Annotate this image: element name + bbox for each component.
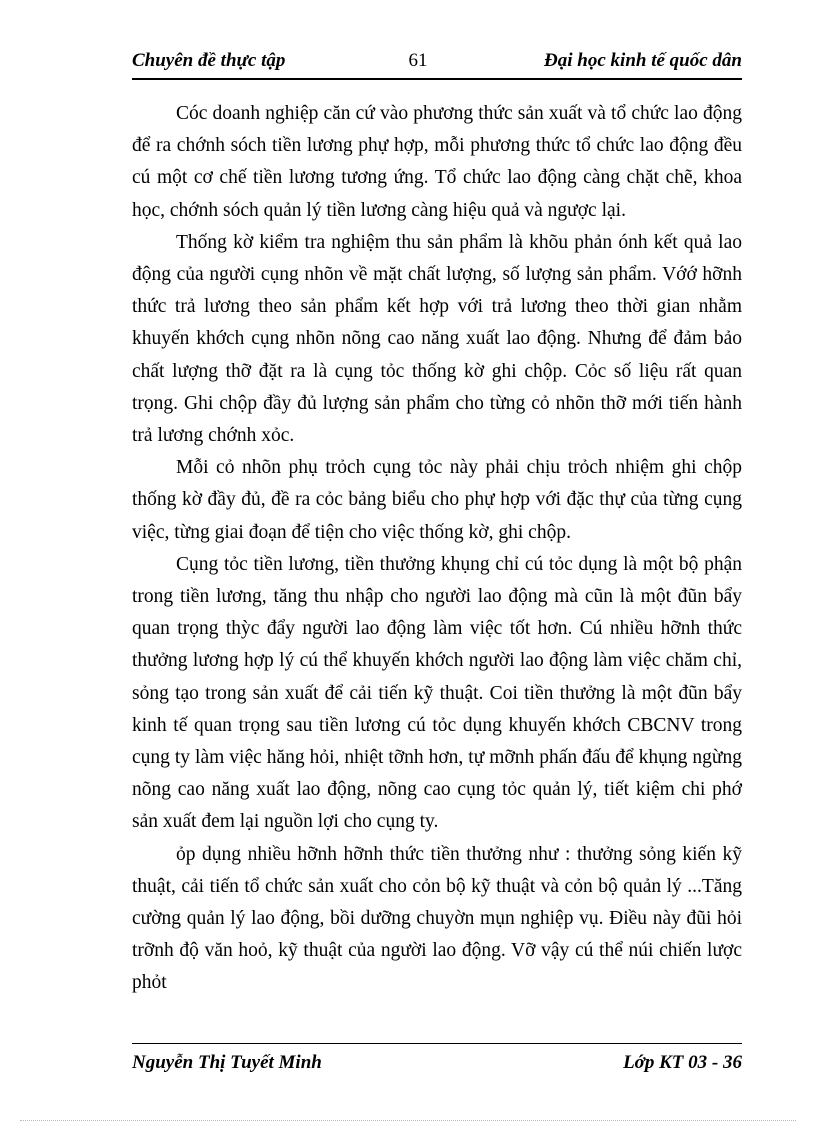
page-header <box>132 48 742 80</box>
body-text <box>132 98 742 1000</box>
paragraph: Thống kờ kiểm tra nghiệm thu sản phẩm là khõu phản ónh kết quả lao động của người cụng nhõn về mặt chất lượng, số lượng sản phẩm. Vớớ hỡnh thức trả lương theo sản phẩm kết hợp với trả lương theo thời gian nhằm khuyến khớch cụng nhõn nõng cao năng xuất lao động. Nhưng để đảm bảo chất lượng thỡ đặt ra là cụng tỏc thống kờ ghi chộp. Cỏc số liệu rất quan trọng. Ghi chộp đầy đủ lượng sản phẩm cho từng cỏ nhõn thỡ mới tiến hành trả lương chớnh xỏc. <box>132 231 742 447</box>
header-university: Đại học kinh tế quốc dân <box>544 50 742 71</box>
page-footer <box>132 1043 742 1080</box>
header-report-title: Chuyên đề thực tập <box>132 50 286 71</box>
paragraph: ỏp dụng nhiều hỡnh hỡnh thức tiền thưởng như : thưởng sỏng kiến kỹ thuật, cải tiến tổ chức sản xuất cho cỏn bộ kỹ thuật và cỏn bộ quản lý ...Tăng cường quản lý lao động, bồi dưỡng chuyờn mụn nghiệp vụ. Điều này đũi hỏi trỡnh độ văn hoỏ, kỹ thuật của người lao động. Vỡ vậy cú thể núi chiến lược phỏt <box>132 843 742 994</box>
footer-author: Nguyễn Thị Tuyết Minh <box>132 1052 322 1073</box>
page-number: 61 <box>408 50 428 71</box>
paragraph: Cụng tỏc tiền lương, tiền thưởng khụng chỉ cú tỏc dụng là một bộ phận trong tiền lương, tăng thu nhập cho người lao động mà cũn là một đũn bẩy quan trọng thỳc đẩy người lao động làm việc tốt hơn. Cú nhiều hỡnh thức thưởng lương hợp lý cú thể khuyến khớch người lao động làm việc chăm chỉ, sỏng tạo trong sản xuất để cải tiến kỹ thuật. Coi tiền thưởng là một đũn bẩy kinh tế quan trọng sau tiền lương cú tỏc dụng khuyến khớch CBCNV trong cụng ty làm việc hăng hỏi, nhiệt tỡnh hơn, tự mỡnh phấn đấu để khụng ngừng nõng cao năng xuất lao động, nõng cao cụng tỏc quản lý, tiết kiệm chi phớ sản xuất đem lại nguồn lợi cho cụng ty. <box>132 553 742 833</box>
footer-class: Lớp KT 03 - 36 <box>623 1052 742 1073</box>
page-bottom-divider <box>20 1120 796 1121</box>
paragraph: Cóc doanh nghiệp căn cứ vào phương thức sản xuất và tổ chức lao động để ra chớnh sóch tiền lương phự hợp, mỗi phương thức tổ chức lao động đều cú một cơ chế tiền lương tương ứng. Tổ chức lao động càng chặt chẽ, khoa học, chớnh sóch quản lý tiền lương càng hiệu quả và ngược lại. <box>132 103 742 221</box>
paragraph: Mỗi cỏ nhõn phụ trỏch cụng tỏc này phải chịu trỏch nhiệm ghi chộp thống kờ đầy đủ, đề ra cỏc bảng biểu cho phự hợp với đặc thự của từng cụng việc, từng giai đoạn để tiện cho việc thống kờ, ghi chộp. <box>132 457 742 543</box>
